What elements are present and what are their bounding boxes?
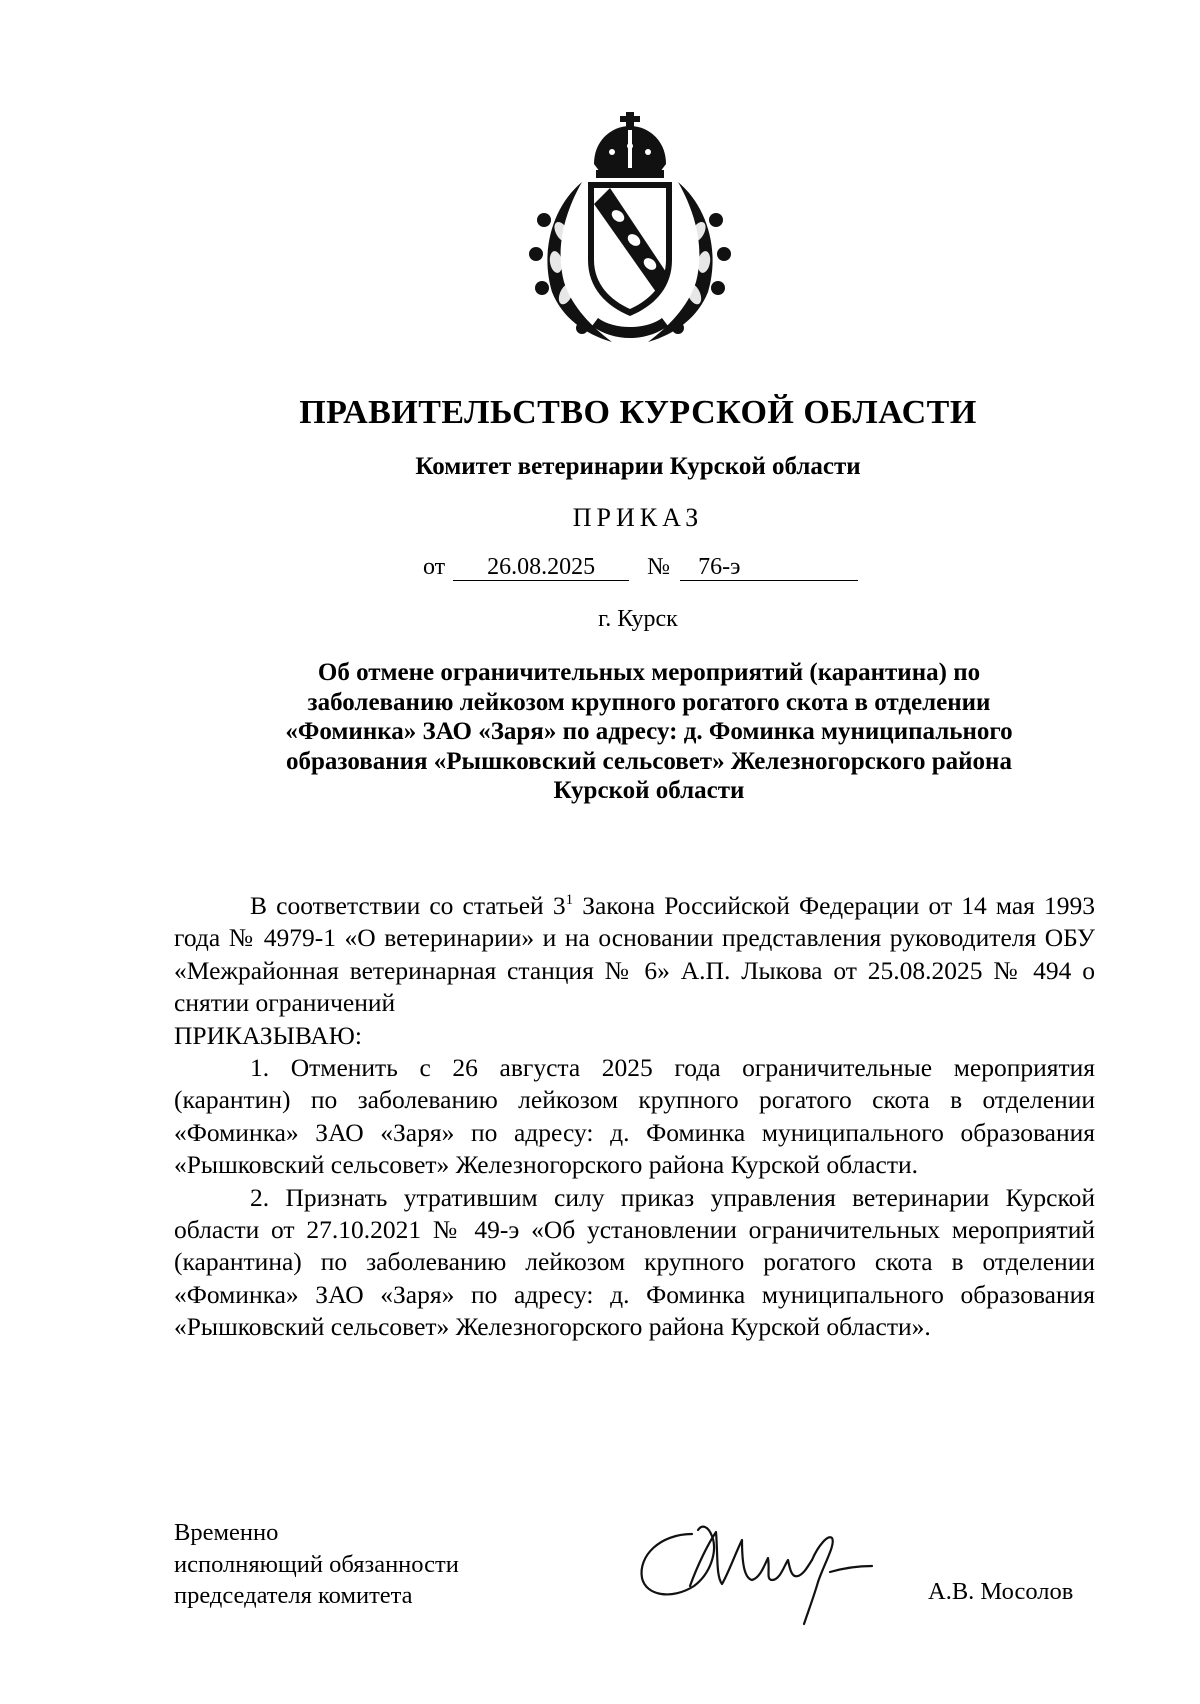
date-number-line: [423, 554, 858, 581]
signature-icon: [632, 1516, 912, 1628]
order-subject: [196, 658, 1102, 806]
preamble-text-start: В соответствии со статьей 3: [250, 891, 566, 920]
government-title: ПРАВИТЕЛЬСТВО КУРСКОЙ ОБЛАСТИ: [299, 394, 977, 431]
position-line: председателя комитета: [174, 1582, 413, 1609]
order-body: [174, 890, 1095, 1344]
number-prefix: №: [647, 554, 671, 580]
subject-line: «Фоминка» ЗАО «Заря» по адресу: д. Фоминка муниципального: [285, 718, 1013, 745]
subject-line: образования «Рышковский сельсовет» Железногорского района: [286, 747, 1012, 775]
document-date: 26.08.2025: [453, 554, 629, 581]
order-item-1: 1. Отменить с 26 августа 2025 года ограничительные мероприятия (карантин) по заболеванию лейкозом крупного рогатого скота в отделении «Фоминка» ЗАО «Заря» по адресу: д. Фоминка муниципального образования «Рышковский сельсовет» Железногорского района Курской области.: [174, 1053, 1095, 1180]
position-line: исполняющий обязанности: [174, 1550, 459, 1578]
signatory-name: А.В. Мосолов: [928, 1578, 1074, 1605]
subject-line: Об отмене ограничительных мероприятий (карантина) по: [317, 659, 981, 686]
preamble-paragraph: [174, 890, 1095, 1020]
order-item-2: 2. Признать утратившим силу приказ управления ветеринарии Курской области от 27.10.2021 № 49-э «Об установлении ограничительных мероприятий (карантина) по заболеванию лейкозом крупного рогатого скота в отделении «Фоминка» ЗАО «Заря» по адресу: д. Фоминка муниципального образования «Рышковский сельсовет» Железногорского района Курской области».: [174, 1182, 1095, 1342]
document-number: 76-э: [680, 554, 858, 581]
subject-line: заболеванию лейкозом крупного рогатого скота в отделении: [307, 688, 991, 716]
subject-line: Курской области: [553, 777, 745, 804]
document-type: ПРИКАЗ: [572, 503, 704, 532]
article-superscript: 1: [565, 892, 574, 908]
position-line: Временно: [174, 1519, 279, 1546]
order-directive: ПРИКАЗЫВАЮ:: [174, 1020, 362, 1050]
date-prefix: от: [423, 554, 446, 580]
signatory-position: [174, 1517, 459, 1612]
coat-of-arms-icon: [522, 112, 738, 348]
preamble-text-rest: Закона Российской Федерации от 14 мая 1993 года № 4979-1 «О ветеринарии» и на основании представления руководителя ОБУ «Межрайонная ветеринарная станция № 6» А.П. Лыкова от 25.08.2025 № 494 о снятии ограничений: [174, 891, 1095, 1018]
committee-name: Комитет ветеринарии Курской области: [415, 453, 861, 480]
city: г. Курск: [598, 606, 678, 632]
